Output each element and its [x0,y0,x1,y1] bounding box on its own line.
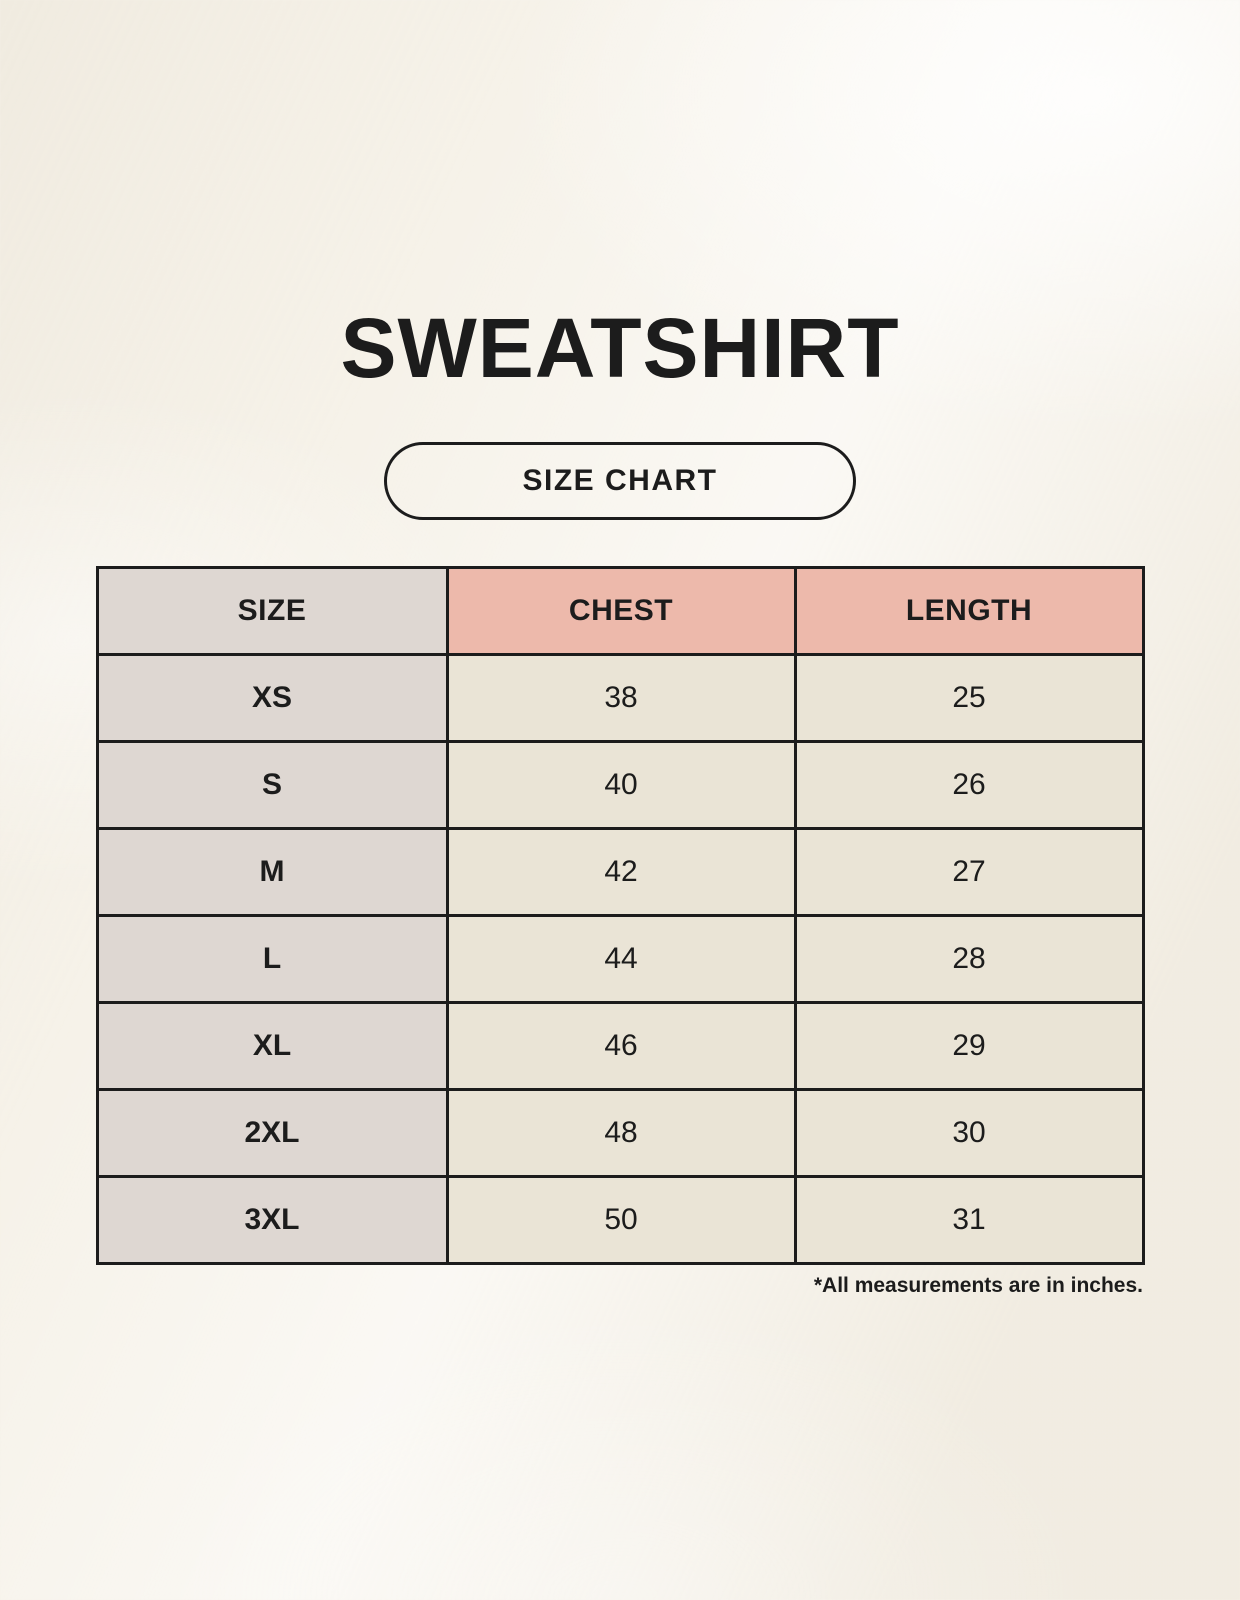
size-cell: L [97,916,447,1003]
length-column-header: LENGTH [795,568,1143,655]
length-cell: 31 [795,1177,1143,1264]
chest-cell: 44 [447,916,795,1003]
chest-column-header: CHEST [447,568,795,655]
chest-cell: 48 [447,1090,795,1177]
size-chart-table [96,566,1145,1265]
length-cell: 26 [795,742,1143,829]
size-cell: M [97,829,447,916]
table-row [97,916,1143,1003]
chest-cell: 42 [447,829,795,916]
table-row [97,742,1143,829]
length-cell: 25 [795,655,1143,742]
page-title: SWEATSHIRT [340,301,900,395]
size-cell: 3XL [97,1177,447,1264]
table-row [97,655,1143,742]
length-cell: 30 [795,1090,1143,1177]
table-row [97,829,1143,916]
table-row [97,1090,1143,1177]
measurements-footnote: *All measurements are in inches. [813,1274,1143,1297]
size-chart-badge [384,442,856,520]
table-row [97,1177,1143,1264]
size-cell: XS [97,655,447,742]
table-header-row [97,568,1143,655]
chest-cell: 40 [447,742,795,829]
length-cell: 28 [795,916,1143,1003]
chest-cell: 46 [447,1003,795,1090]
size-column-header: SIZE [97,568,447,655]
size-chart-badge-label: SIZE CHART [522,464,718,497]
table-row [97,1003,1143,1090]
size-cell: S [97,742,447,829]
size-table-body [97,655,1143,1264]
length-cell: 29 [795,1003,1143,1090]
size-cell: XL [97,1003,447,1090]
chest-cell: 50 [447,1177,795,1264]
chest-cell: 38 [447,655,795,742]
length-cell: 27 [795,829,1143,916]
size-cell: 2XL [97,1090,447,1177]
